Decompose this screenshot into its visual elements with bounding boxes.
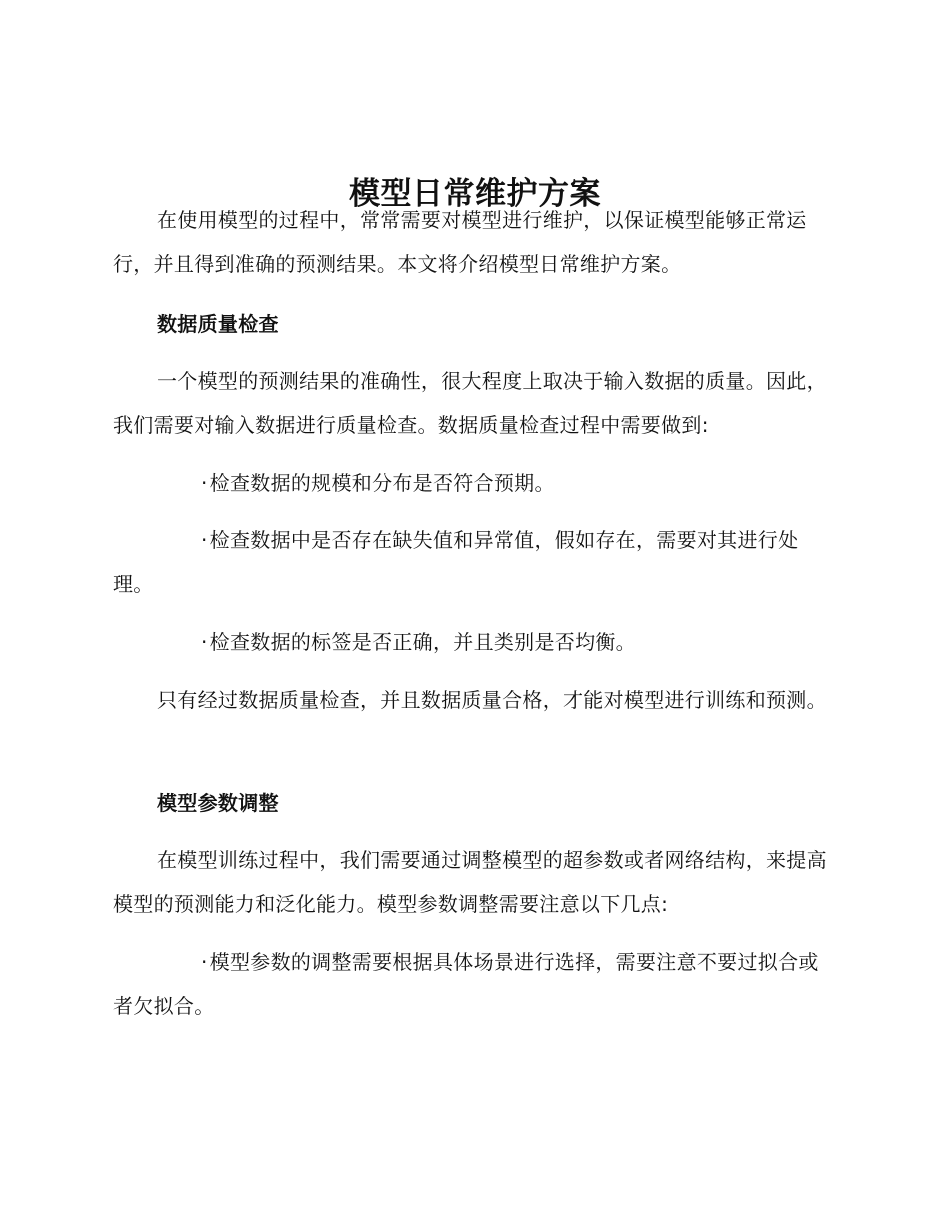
data-quality-closing-paragraph: 只有经过数据质量检查，并且数据质量合格，才能对模型进行训练和预测。 (157, 688, 827, 712)
bullet-item (113, 518, 833, 606)
bullet-item (113, 620, 833, 664)
bullet-icon: · (201, 630, 208, 654)
bullet-icon: · (201, 950, 208, 974)
bullet-text: 模型参数的调整需要根据具体场景进行选择，需要注意不要过拟合或者欠拟合。 (113, 950, 819, 1018)
bullet-text: 检查数据的标签是否正确，并且类别是否均衡。 (209, 630, 636, 654)
intro-paragraph: 在使用模型的过程中，常常需要对模型进行维护，以保证模型能够正常运行，并且得到准确的预测结果。本文将介绍模型日常维护方案。 (113, 208, 807, 276)
section-heading-model-params: 模型参数调整 (157, 791, 279, 815)
bullet-icon: · (201, 528, 208, 552)
bullet-icon: · (201, 471, 208, 495)
model-params-paragraph: 在模型训练过程中，我们需要通过调整模型的超参数或者网络结构，来提高模型的预测能力和泛化能力。模型参数调整需要注意以下几点: (113, 848, 827, 916)
section-heading-data-quality: 数据质量检查 (157, 312, 279, 336)
document-title: 模型日常维护方案 (349, 175, 601, 212)
bullet-text: 检查数据中是否存在缺失值和异常值，假如存在，需要对其进行处理。 (113, 528, 799, 596)
bullet-item (113, 940, 833, 1028)
bullet-item (113, 461, 833, 505)
bullet-text: 检查数据的规模和分布是否符合预期。 (209, 471, 555, 495)
data-quality-paragraph: 一个模型的预测结果的准确性，很大程度上取决于输入数据的质量。因此，我们需要对输入数据进行质量检查。数据质量检查过程中需要做到: (113, 369, 827, 437)
